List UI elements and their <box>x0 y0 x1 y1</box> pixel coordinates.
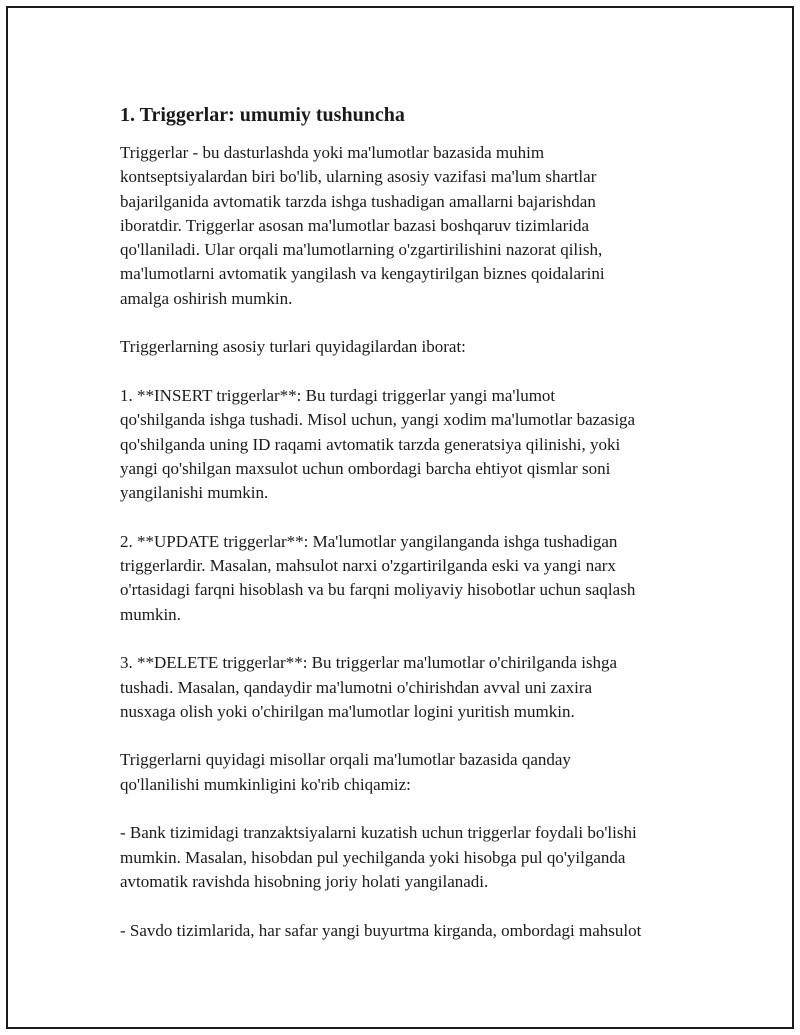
text-line: Triggerlarni quyidagi misollar orqali ma'lumotlar bazasida qanday <box>120 750 571 770</box>
text-line: qo'llanilishi mumkinligini ko'rib chiqamiz: <box>120 774 411 794</box>
paragraph-examples-intro <box>120 748 700 797</box>
section-heading: 1. Triggerlar: umumiy tushuncha <box>120 104 405 126</box>
text-line: iboratdir. Triggerlar asosan ma'lumotlar bazasi boshqaruv tizimlarida <box>120 215 590 235</box>
text-line: Triggerlar - bu dasturlashda yoki ma'lumotlar bazasida muhim <box>120 143 545 162</box>
paragraph-insert-triggers <box>120 384 700 505</box>
text-line: triggerlardir. Masalan, mahsulot narxi o'zgartirilganda eski va yangi narx <box>120 556 616 576</box>
document-body <box>120 102 700 967</box>
paragraph-intro <box>120 141 700 311</box>
paragraph-types-intro <box>120 335 700 359</box>
text-line: 3. **DELETE triggerlar**: Bu triggerlar ma'lumotlar o'chirilganda ishga <box>120 653 618 673</box>
text-line: qo'shilganda uning ID raqami avtomatik tarzda generatsiya qilinishi, yoki <box>120 434 621 454</box>
text-line: nusxaga olish yoki o'chirilgan ma'lumotlar logini yuritish mumkin. <box>120 701 575 721</box>
text-line: mumkin. <box>120 604 181 624</box>
text-line: qo'shilganda ishga tushadi. Misol uchun, yangi xodim ma'lumotlar bazasiga <box>120 410 636 430</box>
text-line: - Savdo tizimlarida, har safar yangi buyurtma kirganda, ombordagi mahsulot <box>120 920 642 940</box>
text-line: ma'lumotlarni avtomatik yangilash va kengaytirilgan biznes qoidalarini <box>120 264 605 284</box>
text-line: 2. **UPDATE triggerlar**: Ma'lumotlar yangilanganda ishga tushadigan <box>120 531 618 551</box>
page-frame <box>6 6 794 1029</box>
text-line: o'rtasidagi farqni hisoblash va bu farqni moliyaviy hisobotlar uchun saqlash <box>120 580 636 600</box>
text-line: amalga oshirish mumkin. <box>120 288 293 308</box>
text-line: kontseptsiyalardan biri bo'lib, ularning asosiy vazifasi ma'lum shartlar <box>120 167 597 187</box>
text-line: avtomatik ravishda hisobning joriy holati yangilanadi. <box>120 871 489 891</box>
text-line: - Bank tizimidagi tranzaktsiyalarni kuzatish uchun triggerlar foydali bo'lishi <box>120 823 637 843</box>
text-line: Triggerlarning asosiy turlari quyidagilardan iborat: <box>120 337 466 357</box>
text-line: yangilanishi mumkin. <box>120 483 269 503</box>
paragraph-bank-example <box>120 821 700 894</box>
text-line: bajarilganida avtomatik tarzda ishga tushadigan amallarni bajarishdan <box>120 191 596 211</box>
paragraph-delete-triggers <box>120 651 700 724</box>
text-line: yangi qo'shilgan maxsulot uchun ombordagi barcha ehtiyot qismlar soni <box>120 458 611 478</box>
text-line: 1. **INSERT triggerlar**: Bu turdagi triggerlar yangi ma'lumot <box>120 385 556 405</box>
paragraph-update-triggers <box>120 530 700 627</box>
text-line: tushadi. Masalan, qandaydir ma'lumotni o'chirishdan avval uni zaxira <box>120 677 593 697</box>
text-line: qo'llaniladi. Ular orqali ma'lumotlarning o'zgartirilishini nazorat qilish, <box>120 240 603 260</box>
text-line: mumkin. Masalan, hisobdan pul yechilganda yoki hisobga pul qo'yilganda <box>120 847 626 867</box>
paragraph-sales-example <box>120 919 700 943</box>
